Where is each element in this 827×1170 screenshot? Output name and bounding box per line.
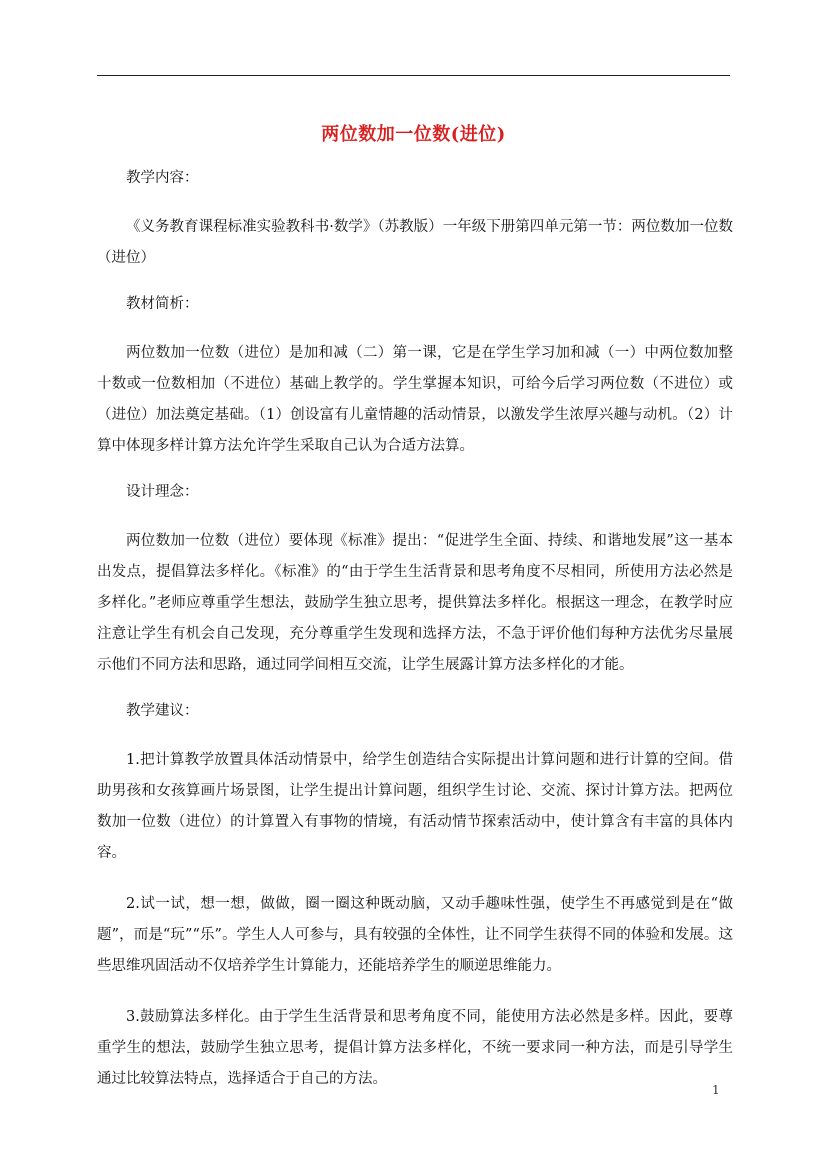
section-heading: 教学内容： — [126, 170, 199, 186]
paragraph: 两位数加一位数（进位）要体现《标准》提出：“促进学生全面、持续、和谐地发展”这一基本出发点，提倡算法多样化。《标准》的“由于学生生活背景和思考角度不尽相同，所使用方法必然是多样化。”老师应尊重学生想法，鼓励学生独立思考，提供算法多样化。根据这一理念，在教学时应注意让学生有机会自己发现，充分尊重学生发现和选择方法，不急于评价他们每种方法优劣尽量展示他们不同方法和思路，通过同学间相互交流，让学生展露计算方法多样化的才能。 — [97, 533, 733, 673]
section-heading: 设计理念： — [126, 484, 199, 500]
section-design-concept — [97, 482, 733, 681]
paragraph: 两位数加一位数（进位）是加和减（二）第一课，它是在学生学习加和减（一）中两位数加整十数或一位数相加（不进位）基础上教学的。学生掌握本知识，可给今后学习两位数（不进位）或（进位）加法奠定基础。（1）创设富有儿童情趣的活动情景，以激发学生浓厚兴趣与动机。（2）计算中体现多样计算方法允许学生采取自己认为合适方法算。 — [97, 345, 733, 454]
header-rule — [97, 75, 730, 76]
section-heading: 教学建议： — [126, 703, 199, 719]
paragraph: 3.鼓励算法多样化。由于学生生活背景和思考角度不同，能使用方法必然是多样。因此，要尊重学生的想法，鼓励学生独立思考，提倡计算方法多样化，不统一要求同一种方法，而是引导学生通过比较算法特点，选择适合于自己的方法。 — [97, 1009, 733, 1087]
page-number: 1 — [712, 1083, 720, 1097]
section-teaching-content — [97, 168, 733, 274]
paragraph: 1.把计算教学放置具体活动情景中，给学生创造结合实际提出计算问题和进行计算的空间。借助男孩和女孩算画片场景图，让学生提出计算问题，组织学生讨论、交流、探讨计算方法。把两位数加一位数（进位）的计算置入有事物的情境，有活动情节探索活动中，使计算含有丰富的具体内容。 — [97, 752, 733, 861]
document-body — [97, 168, 733, 1115]
paragraph: 2.试一试，想一想，做做，圈一圈这种既动脑，又动手趣味性强，使学生不再感觉到是在“做题”，而是“玩”“乐”。学生人人可参与，具有较强的全体性，让不同学生获得不同的体验和发展。这些思维巩固活动不仅培养学生计算能力，还能培养学生的顺逆思维能力。 — [97, 896, 733, 974]
section-heading: 教材简析： — [126, 296, 199, 312]
section-teaching-suggestions — [97, 701, 733, 1095]
section-material-analysis — [97, 294, 733, 462]
paragraph: 《义务教育课程标准实验教科书·数学》（苏教版）一年级下册第四单元第一节：两位数加一位数（进位） — [97, 219, 733, 266]
document-title: 两位数加一位数(进位) — [321, 124, 506, 145]
